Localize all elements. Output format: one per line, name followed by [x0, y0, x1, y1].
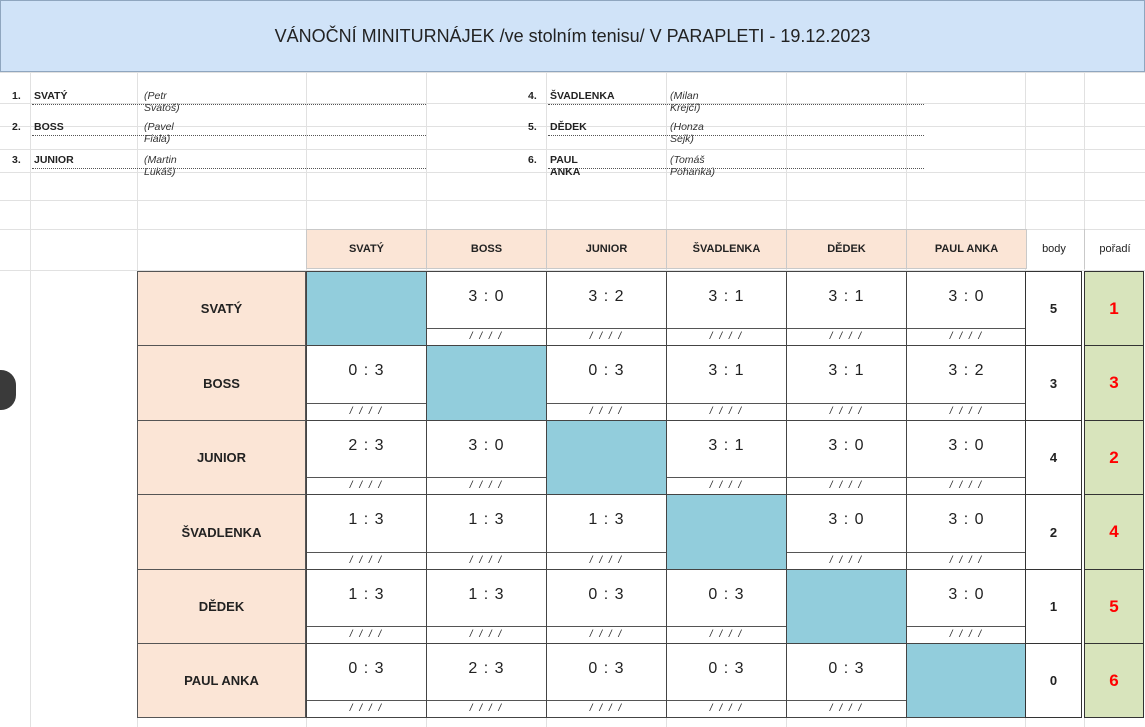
score-cell[interactable] — [786, 420, 907, 495]
scroll-handle[interactable] — [0, 370, 16, 410]
match-score: 3 : 0 — [828, 437, 865, 454]
score-cell[interactable] — [906, 271, 1027, 346]
set-scores: / / / / — [547, 626, 666, 643]
match-score: 0 : 3 — [828, 660, 865, 677]
set-scores: / / / / — [787, 477, 906, 494]
diagonal-cell[interactable] — [666, 494, 787, 570]
match-score: 0 : 3 — [588, 660, 625, 677]
set-scores: / / / / — [667, 328, 786, 345]
match-score: 0 : 3 — [588, 362, 625, 379]
player-real-name: (Honza Sejk) — [670, 121, 704, 145]
set-scores: / / / / — [307, 700, 426, 717]
score-cell[interactable] — [426, 494, 547, 570]
points-cell[interactable]: 3 — [1025, 345, 1082, 421]
score-cell[interactable] — [786, 345, 907, 421]
match-score: 3 : 1 — [708, 437, 745, 454]
set-scores: / / / / — [667, 626, 786, 643]
player-number: 1. — [12, 90, 21, 102]
set-scores: / / / / — [427, 477, 546, 494]
score-cell[interactable] — [546, 271, 667, 346]
match-score: 3 : 0 — [468, 288, 505, 305]
score-cell[interactable] — [306, 345, 427, 421]
row-header: SVATÝ — [137, 271, 306, 346]
set-scores: / / / / — [547, 328, 666, 345]
row-header: PAUL ANKA — [137, 643, 306, 718]
match-score: 0 : 3 — [348, 660, 385, 677]
gridline-horizontal — [0, 149, 1145, 150]
score-cell[interactable] — [306, 494, 427, 570]
points-cell[interactable]: 0 — [1025, 643, 1082, 718]
score-cell[interactable] — [786, 271, 907, 346]
player-number: 2. — [12, 121, 21, 133]
page-title: VÁNOČNÍ MINITURNÁJEK /ve stolním tenisu/ V PARAPLETI - 19.12.2023 — [0, 0, 1145, 72]
player-underline — [32, 104, 426, 105]
set-scores: / / / / — [307, 477, 426, 494]
set-scores: / / / / — [787, 552, 906, 569]
player-number: 3. — [12, 154, 21, 166]
score-cell[interactable] — [906, 569, 1027, 644]
score-cell[interactable] — [546, 494, 667, 570]
match-score: 1 : 3 — [348, 586, 385, 603]
column-header: PAUL ANKA — [906, 229, 1027, 269]
match-score: 3 : 0 — [948, 288, 985, 305]
player-nickname: ŠVADLENKA — [550, 90, 615, 102]
points-cell[interactable]: 2 — [1025, 494, 1082, 570]
set-scores: / / / / — [427, 626, 546, 643]
score-cell[interactable] — [426, 643, 547, 718]
set-scores: / / / / — [547, 700, 666, 717]
score-cell[interactable] — [906, 345, 1027, 421]
set-scores: / / / / — [547, 403, 666, 420]
column-header: BOSS — [426, 229, 547, 269]
score-cell[interactable] — [906, 420, 1027, 495]
match-score: 3 : 0 — [948, 586, 985, 603]
match-score: 1 : 3 — [348, 511, 385, 528]
player-real-name: (Pavel Fiala) — [144, 121, 174, 145]
match-score: 3 : 1 — [828, 362, 865, 379]
set-scores: / / / / — [667, 403, 786, 420]
gridline-vertical — [30, 72, 31, 727]
score-cell[interactable] — [546, 569, 667, 644]
rank-cell[interactable]: 1 — [1084, 271, 1144, 346]
set-scores: / / / / — [787, 403, 906, 420]
match-score: 3 : 2 — [588, 288, 625, 305]
match-score: 3 : 0 — [828, 511, 865, 528]
score-cell[interactable] — [426, 420, 547, 495]
score-cell[interactable] — [666, 271, 787, 346]
player-nickname: JUNIOR — [34, 154, 74, 166]
set-scores: / / / / — [907, 328, 1026, 345]
set-scores: / / / / — [787, 700, 906, 717]
match-score: 0 : 3 — [708, 586, 745, 603]
score-cell[interactable] — [426, 569, 547, 644]
match-score: 3 : 0 — [948, 511, 985, 528]
rank-cell[interactable]: 2 — [1084, 420, 1144, 495]
rank-cell[interactable]: 5 — [1084, 569, 1144, 644]
match-score: 3 : 0 — [948, 437, 985, 454]
score-cell[interactable] — [546, 345, 667, 421]
diagonal-cell[interactable] — [786, 569, 907, 644]
score-cell[interactable] — [786, 643, 907, 718]
player-nickname: PAUL ANKA — [550, 154, 581, 178]
score-cell[interactable] — [546, 643, 667, 718]
score-cell[interactable] — [786, 494, 907, 570]
player-real-name: (Milan Krejčí) — [670, 90, 701, 114]
match-score: 0 : 3 — [348, 362, 385, 379]
match-score: 3 : 0 — [468, 437, 505, 454]
set-scores: / / / / — [547, 552, 666, 569]
player-nickname: SVATÝ — [34, 90, 68, 102]
score-cell[interactable] — [666, 345, 787, 421]
player-underline — [548, 135, 924, 136]
points-cell[interactable]: 1 — [1025, 569, 1082, 644]
set-scores: / / / / — [787, 328, 906, 345]
set-scores: / / / / — [667, 700, 786, 717]
player-number: 5. — [528, 121, 537, 133]
score-cell[interactable] — [306, 420, 427, 495]
points-header: body — [1042, 243, 1066, 255]
player-underline — [32, 168, 426, 169]
player-number: 4. — [528, 90, 537, 102]
player-nickname: BOSS — [34, 121, 64, 133]
player-real-name: (Tomáš Pohanka) — [670, 154, 715, 178]
set-scores: / / / / — [427, 328, 546, 345]
points-cell[interactable]: 5 — [1025, 271, 1082, 346]
column-header: ŠVADLENKA — [666, 229, 787, 269]
match-score: 0 : 3 — [588, 586, 625, 603]
match-score: 2 : 3 — [468, 660, 505, 677]
match-score: 3 : 1 — [828, 288, 865, 305]
points-cell[interactable]: 4 — [1025, 420, 1082, 495]
gridline-horizontal — [0, 72, 1145, 73]
set-scores: / / / / — [307, 403, 426, 420]
diagonal-cell[interactable] — [546, 420, 667, 495]
rank-header: pořadí — [1084, 229, 1145, 269]
player-underline — [548, 104, 924, 105]
match-score: 3 : 1 — [708, 362, 745, 379]
set-scores: / / / / — [907, 477, 1026, 494]
set-scores: / / / / — [907, 626, 1026, 643]
column-header: SVATÝ — [306, 229, 427, 269]
score-cell[interactable] — [666, 569, 787, 644]
player-nickname: DĚDEK — [550, 121, 587, 133]
player-real-name: (Petr Svatoš) — [144, 90, 180, 114]
set-scores: / / / / — [907, 552, 1026, 569]
match-score: 1 : 3 — [468, 511, 505, 528]
match-score: 0 : 3 — [708, 660, 745, 677]
set-scores: / / / / — [907, 403, 1026, 420]
player-real-name: (Martin Lukáš) — [144, 154, 177, 178]
diagonal-cell[interactable] — [306, 271, 427, 346]
diagonal-cell[interactable] — [426, 345, 547, 421]
score-cell[interactable] — [306, 643, 427, 718]
score-cell[interactable] — [426, 271, 547, 346]
gridline-horizontal — [0, 200, 1145, 201]
player-underline — [548, 168, 924, 169]
column-header: DĚDEK — [786, 229, 907, 269]
row-header: JUNIOR — [137, 420, 306, 495]
match-score: 3 : 1 — [708, 288, 745, 305]
match-score: 3 : 2 — [948, 362, 985, 379]
set-scores: / / / / — [427, 552, 546, 569]
set-scores: / / / / — [307, 626, 426, 643]
set-scores: / / / / — [307, 552, 426, 569]
rank-cell[interactable]: 4 — [1084, 494, 1144, 570]
set-scores: / / / / — [427, 700, 546, 717]
score-cell[interactable] — [306, 569, 427, 644]
score-cell[interactable] — [906, 494, 1027, 570]
match-score: 1 : 3 — [468, 586, 505, 603]
match-score: 2 : 3 — [348, 437, 385, 454]
row-header: BOSS — [137, 345, 306, 421]
row-header: DĚDEK — [137, 569, 306, 644]
score-cell[interactable] — [666, 643, 787, 718]
rank-cell[interactable]: 6 — [1084, 643, 1144, 718]
row-header: ŠVADLENKA — [137, 494, 306, 570]
match-score: 1 : 3 — [588, 511, 625, 528]
column-header: JUNIOR — [546, 229, 667, 269]
score-cell[interactable] — [666, 420, 787, 495]
player-underline — [32, 135, 426, 136]
set-scores: / / / / — [667, 477, 786, 494]
diagonal-cell[interactable] — [906, 643, 1027, 718]
player-number: 6. — [528, 154, 537, 166]
rank-cell[interactable]: 3 — [1084, 345, 1144, 421]
